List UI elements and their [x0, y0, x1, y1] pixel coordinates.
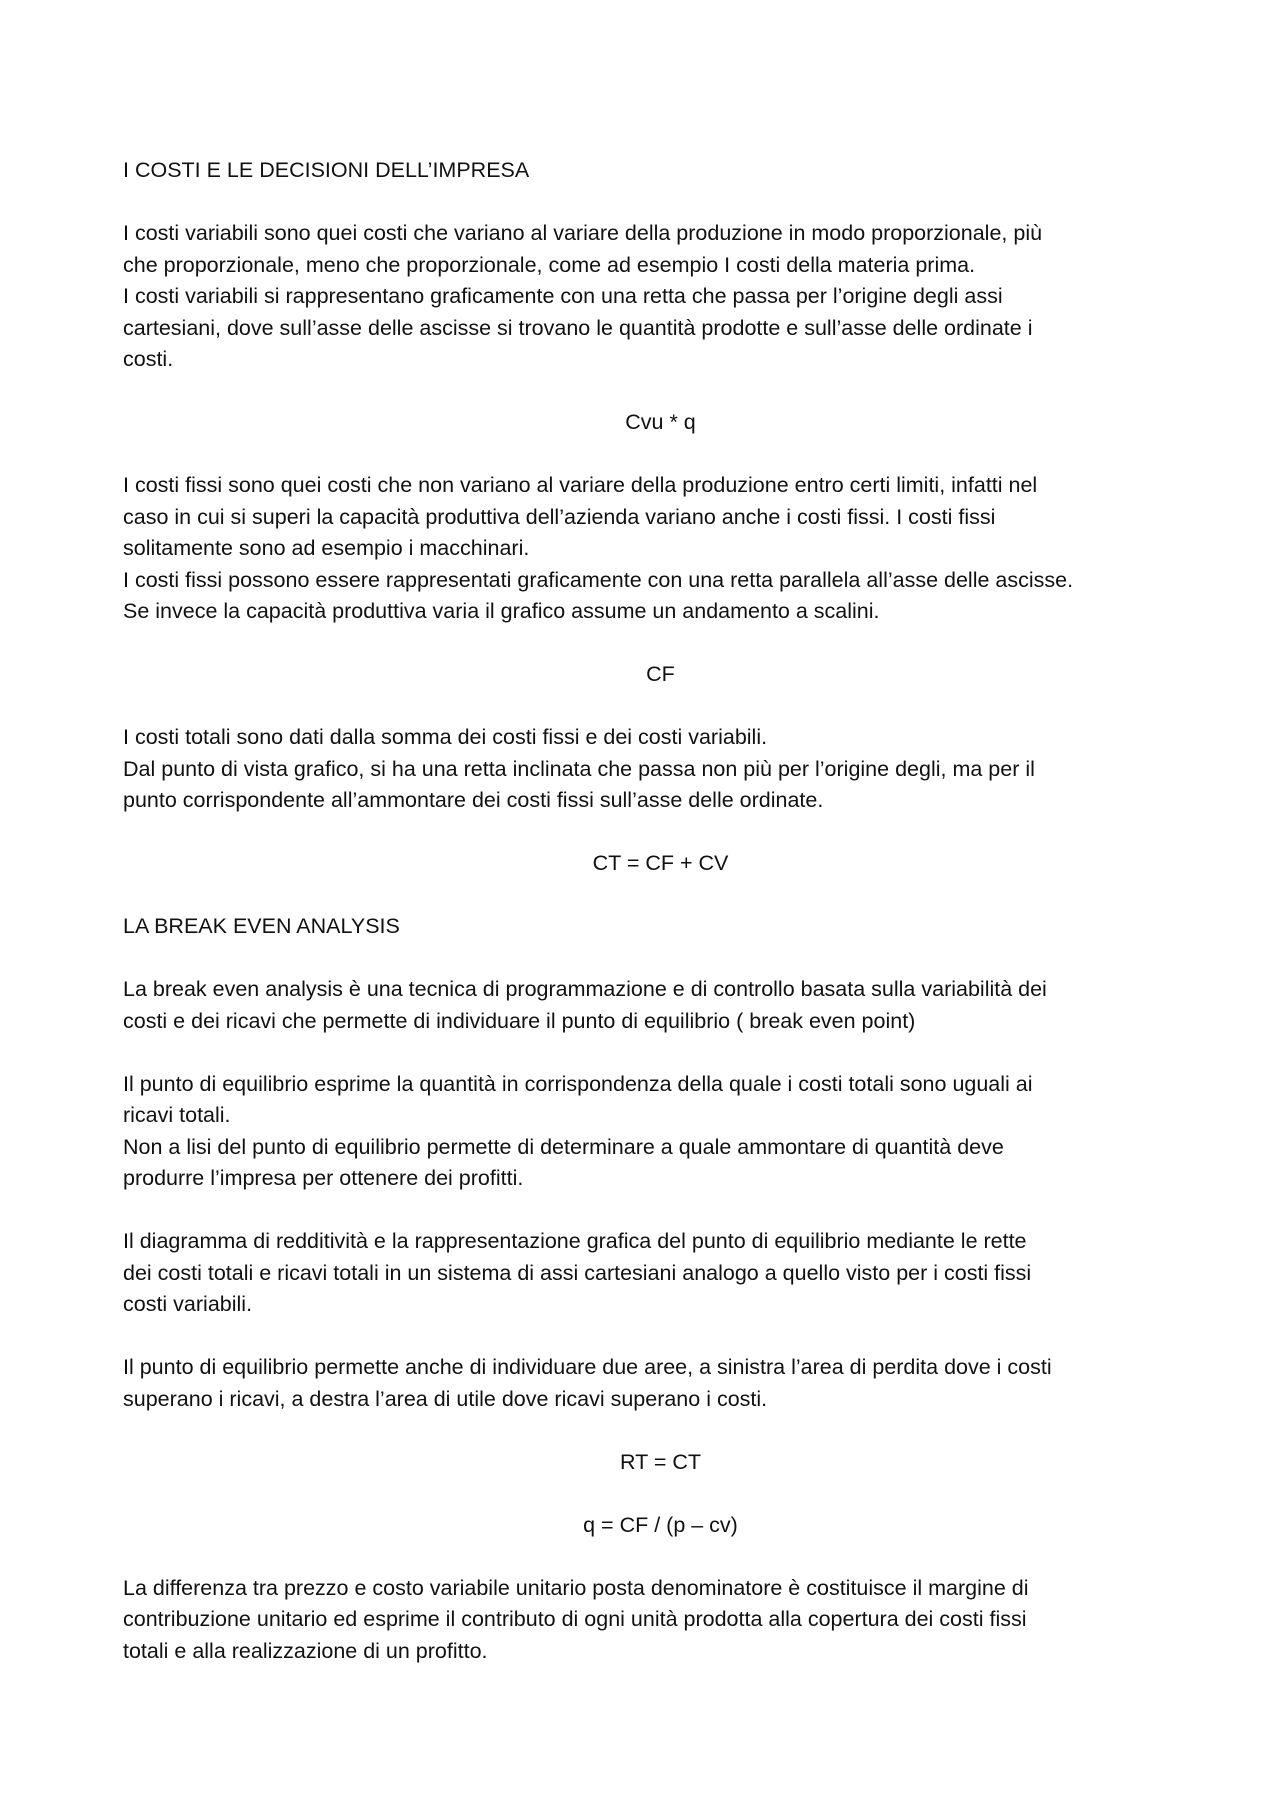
- text-line: Il punto di equilibrio esprime la quantità in corrispondenza della quale i costi totali sono uguali ai: [123, 1071, 1033, 1096]
- formula-equality: RT = CT: [619, 1449, 702, 1474]
- text-line: I costi variabili si rappresentano graficamente con una retta che passa per l’origine degli assi: [123, 284, 1003, 308]
- formula-total-costs: CT = CF + CV: [592, 851, 729, 875]
- text-line: La differenza tra prezzo e costo variabile unitario posta denominatore è costituisce il margine di: [123, 1575, 1029, 1600]
- formula-variable-costs: Cvu * q: [625, 410, 696, 434]
- paragraph-equilibrium: [123, 1069, 1168, 1195]
- text-line: punto corrispondente all’ammontare dei costi fissi sull’asse delle ordinate.: [123, 788, 824, 812]
- text-line: I costi totali sono dati dalla somma dei costi fissi e dei costi variabili.: [123, 725, 768, 749]
- text-line: cartesiani, dove sull’asse delle ascisse si trovano le quantità prodotte e sull’asse delle ordinate i: [123, 315, 1033, 340]
- text-line: Se invece la capacità produttiva varia il grafico assume un andamento a scalini.: [123, 599, 880, 623]
- paragraph-total-costs: [123, 722, 1168, 817]
- section-heading: LA BREAK EVEN ANALYSIS: [123, 914, 400, 938]
- text-line: Il diagramma di redditività e la rappresentazione grafica del punto di equilibrio mediante le rette: [123, 1229, 1027, 1253]
- text-line: I costi fissi sono quei costi che non variano al variare della produzione entro certi limiti, infatti nel: [123, 473, 1038, 497]
- text-line: costi.: [123, 347, 174, 371]
- text-line: costi e dei ricavi che permette di individuare il punto di equilibrio ( break even point): [123, 1008, 916, 1033]
- text-line: totali e alla realizzazione di un profitto.: [123, 1638, 488, 1663]
- formula-fixed-costs: CF: [646, 662, 675, 686]
- paragraph-bea-intro: [123, 974, 1168, 1037]
- text-line: Dal punto di vista grafico, si ha una retta inclinata che passa non più per l’origine degli, ma per il: [123, 756, 1035, 781]
- text-line: I costi fissi possono essere rappresentati graficamente con una retta parallela all’asse delle ascisse.: [123, 567, 1074, 592]
- text-line: Il punto di equilibrio permette anche di individuare due aree, a sinistra l’area di perdita dove i costi: [123, 1355, 1052, 1379]
- document-page: [123, 155, 1168, 1699]
- formula-quantity: q = CF / (p – cv): [583, 1512, 738, 1537]
- paragraph-variable-costs: [123, 218, 1168, 376]
- text-line: La break even analysis è una tecnica di programmazione e di controllo basata sulla variabilità dei: [123, 977, 1047, 1001]
- text-line: che proporzionale, meno che proporzionale, come ad esempio I costi della materia prima.: [123, 252, 976, 277]
- text-line: costi variabili.: [123, 1292, 253, 1316]
- paragraph-areas: [123, 1352, 1168, 1415]
- section-heading: I COSTI E LE DECISIONI DELL’IMPRESA: [123, 158, 530, 182]
- paragraph-margin: [123, 1573, 1168, 1668]
- paragraph-fixed-costs: [123, 470, 1168, 628]
- text-line: produrre l’impresa per ottenere dei profitti.: [123, 1166, 524, 1190]
- text-line: superano i ricavi, a destra l’area di utile dove ricavi superano i costi.: [123, 1386, 768, 1411]
- text-line: caso in cui si superi la capacità produttiva dell’azienda variano anche i costi fissi. I costi fissi: [123, 504, 996, 529]
- text-line: ricavi totali.: [123, 1103, 231, 1127]
- text-line: solitamente sono ad esempio i macchinari.: [123, 536, 530, 560]
- text-line: contribuzione unitario ed esprime il contributo di ogni unità prodotta alla copertura dei costi fissi: [123, 1607, 1027, 1631]
- paragraph-diagram: [123, 1226, 1168, 1321]
- text-line: I costi variabili sono quei costi che variano al variare della produzione in modo proporzionale, più: [123, 221, 1043, 245]
- text-line: Non a lisi del punto di equilibrio permette di determinare a quale ammontare di quantità deve: [123, 1134, 1004, 1159]
- text-line: dei costi totali e ricavi totali in un sistema di assi cartesiani analogo a quello visto per i costi fissi: [123, 1260, 1032, 1285]
